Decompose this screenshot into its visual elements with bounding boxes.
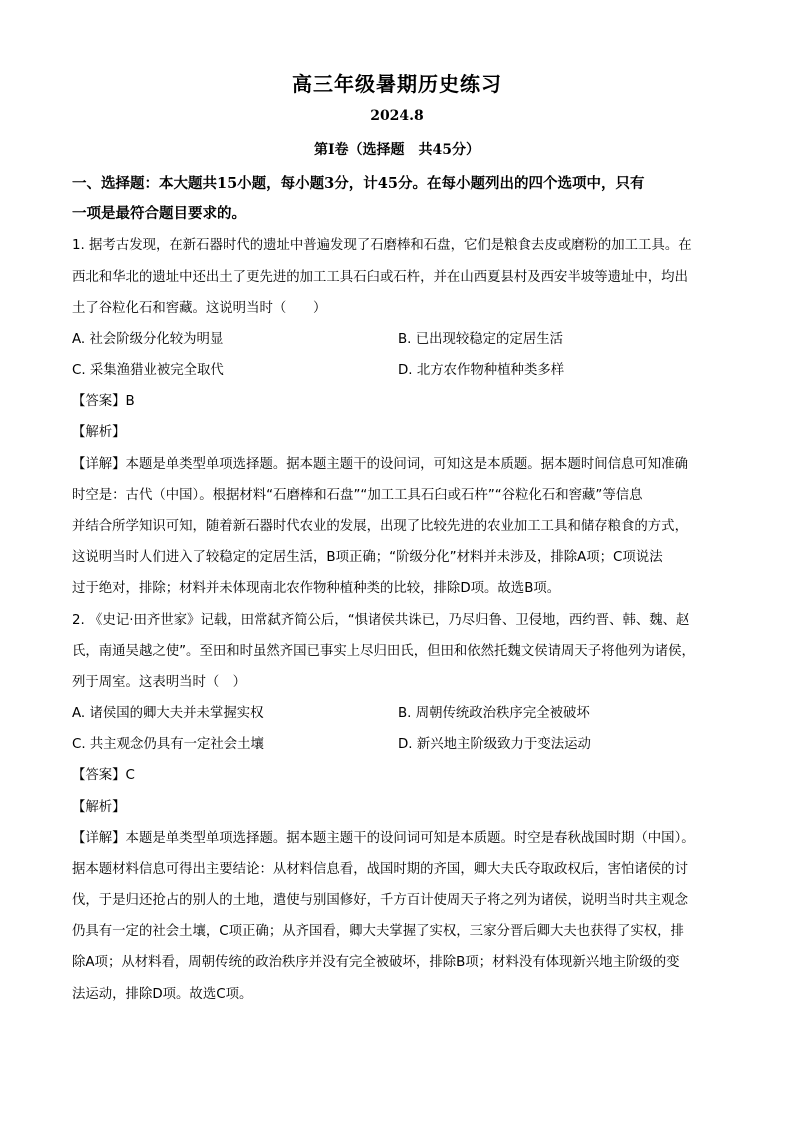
detail-line: 【详解】本题是单类型单项选择题。据本题主题干的设问词，可知这是本质题。据本题时间信息可知准确 — [72, 457, 688, 472]
option-a: A. 社会阶级分化较为明显 — [72, 332, 224, 347]
detail-line: 伐，于是归还抢占的别人的土地，遣使与别国修好，千方百计使周天子将之列为诸侯，说明当时共主观念 — [72, 893, 688, 908]
section-instruction-line-2: 一项是最符合题目要求的。 — [72, 205, 246, 222]
answer-label: 【答案】B — [72, 394, 135, 409]
question-stem-line: 列于周室。这表明当时（ ） — [72, 675, 247, 690]
analysis-label: 【解析】 — [72, 425, 126, 440]
page-title: 高三年级暑期历史练习 — [292, 72, 502, 96]
option-d: D. 北方农作物种植种类多样 — [398, 363, 565, 378]
question-stem-line: 土了谷粒化石和窖藏。这说明当时（ ） — [72, 301, 327, 316]
option-b: B. 周朝传统政治秩序完全被破坏 — [398, 706, 590, 721]
section-instruction-line-1: 一、选择题：本大题共15小题，每小题3分，计45分。在每小题列出的四个选项中，只有 — [72, 175, 645, 192]
option-a: A. 诸侯国的卿大夫并未掌握实权 — [72, 706, 264, 721]
detail-line: 仍具有一定的社会土壤，C项正确；从齐国看，卿大夫掌握了实权，三家分晋后卿大夫也获得了实权，排 — [72, 924, 684, 939]
question-stem-line: 1. 据考古发现，在新石器时代的遗址中普遍发现了石磨棒和石盘，它们是粮食去皮或磨粉的加工工具。在 — [72, 238, 692, 253]
detail-line: 并结合所学知识可知，随着新石器时代农业的发展，出现了比较先进的农业加工工具和储存粮食的方式， — [72, 519, 688, 534]
option-c: C. 采集渔猎业被完全取代 — [72, 363, 224, 378]
detail-line: 这说明当时人们进入了较稳定的定居生活，B项正确；“阶级分化”材料并未涉及，排除A项；C项说法 — [72, 550, 663, 565]
volume-heading: 第Ⅰ卷（选择题 共45分） — [313, 142, 481, 158]
detail-line: 时空是：古代（中国）。根据材料“石磨棒和石盘”“加工工具石臼或石杵”“谷粒化石和窖藏”等信息 — [72, 488, 643, 503]
detail-line: 据本题材料信息可得出主要结论：从材料信息看，战国时期的齐国，卿大夫氏夺取政权后，害怕诸侯的讨 — [72, 862, 688, 877]
analysis-label: 【解析】 — [72, 800, 126, 815]
option-b: B. 已出现较稳定的定居生活 — [398, 332, 563, 347]
option-d: D. 新兴地主阶级致力于变法运动 — [398, 737, 591, 752]
detail-line: 法运动，排除D项。故选C项。 — [72, 987, 253, 1002]
question-stem-line: 西北和华北的遗址中还出土了更先进的加工工具石臼或石杵，并在山西夏县村及西安半坡等遗址中，均出 — [72, 270, 688, 285]
question-stem-line: 2. 《史记·田齐世家》记载，田常弑齐简公后，“惧诸侯共诛已，乃尽归鲁、卫侵地，西约晋、韩、魏、赵 — [72, 613, 690, 628]
question-stem-line: 氏，南通吴越之使”。至田和时虽然齐国已事实上尽归田氏，但田和依然托魏文侯请周天子将他列为诸侯， — [72, 644, 695, 659]
detail-line: 过于绝对，排除；材料并未体现南北农作物种植种类的比较，排除D项。故选B项。 — [72, 581, 561, 596]
answer-label: 【答案】C — [72, 768, 135, 783]
detail-line: 除A项；从材料看，周朝传统的政治秩序并没有完全被破坏，排除B项；材料没有体现新兴地主阶级的变 — [72, 955, 680, 970]
detail-line: 【详解】本题是单类型单项选择题。据本题主题干的设问词可知是本质题。时空是春秋战国时期（中国）。 — [72, 831, 695, 846]
option-c: C. 共主观念仍具有一定社会土壤 — [72, 737, 264, 752]
exam-date: 2024.8 — [370, 108, 424, 124]
